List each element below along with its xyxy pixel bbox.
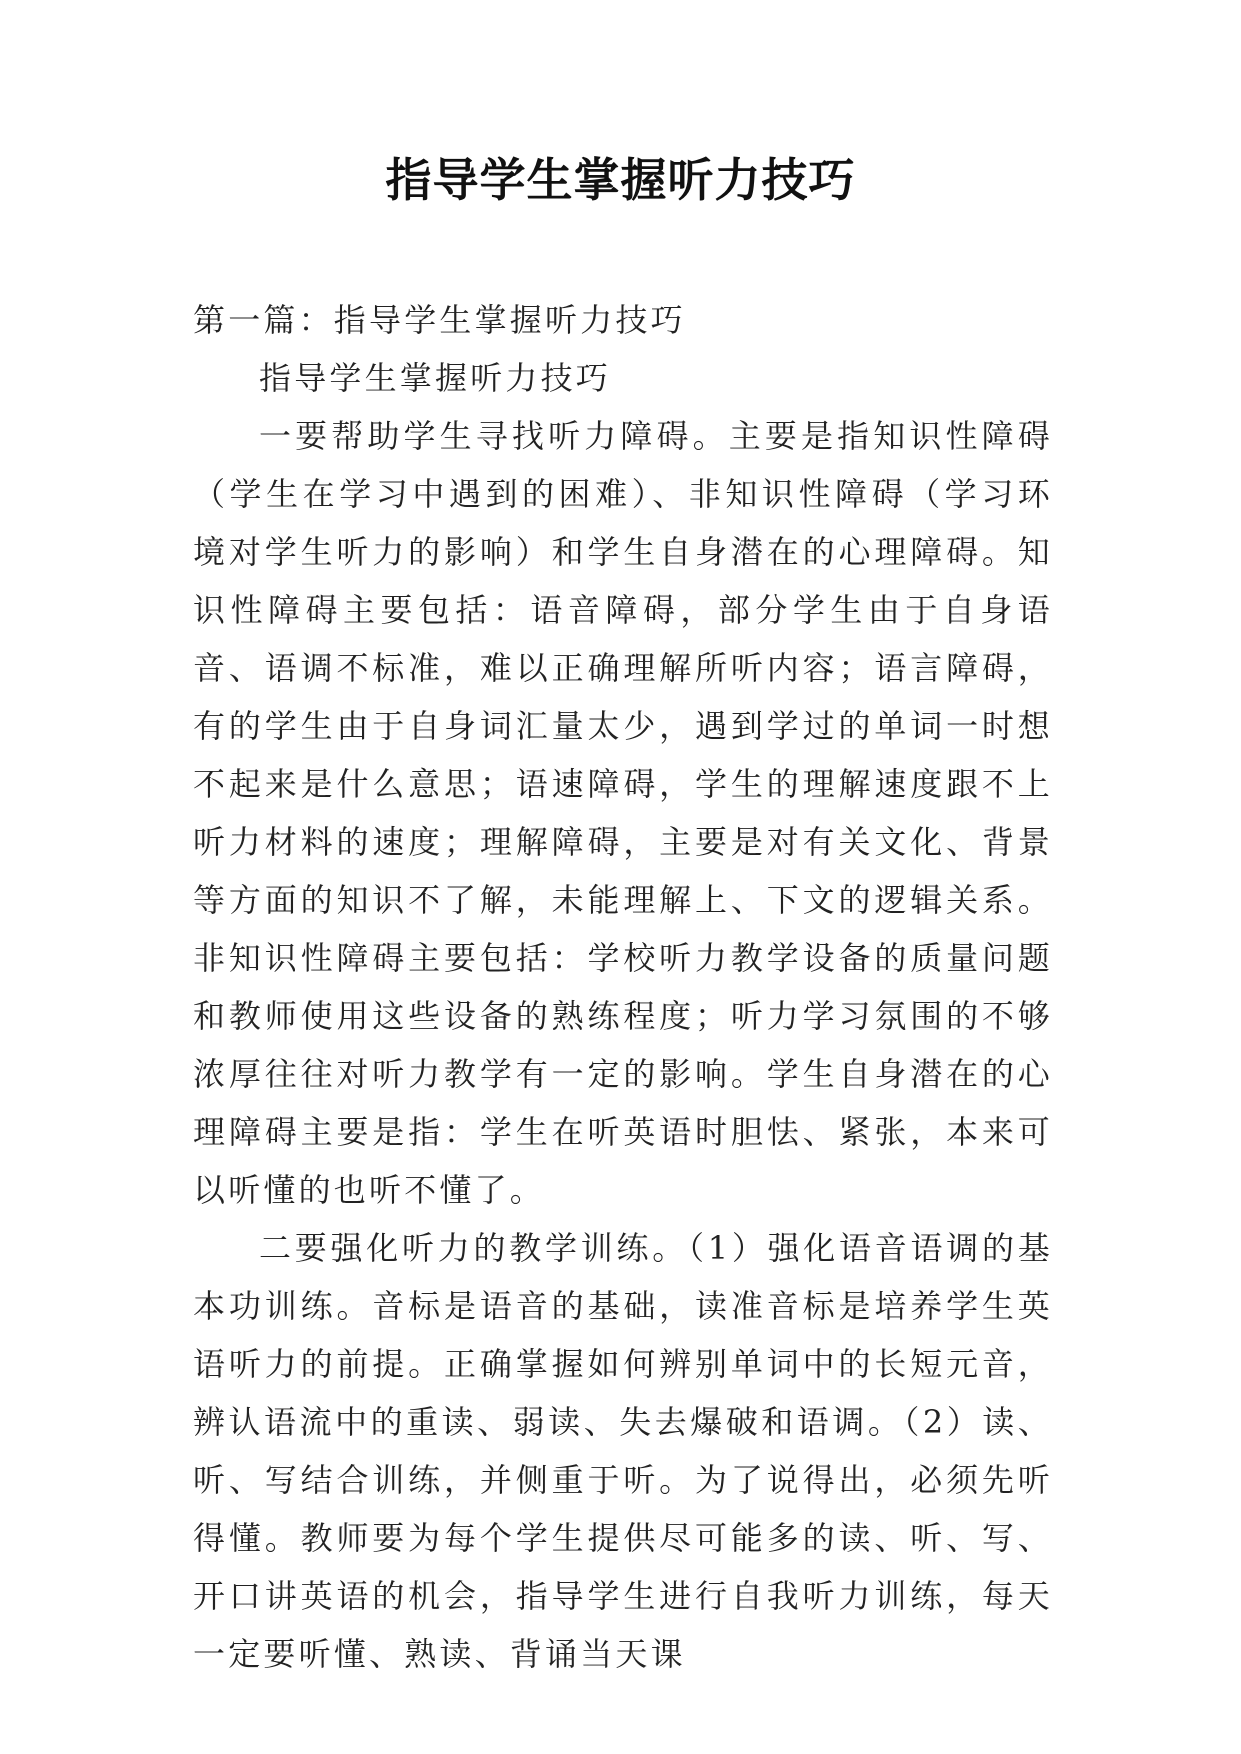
section-heading: 第一篇：指导学生掌握听力技巧 xyxy=(193,301,686,339)
sub-heading: 指导学生掌握听力技巧 xyxy=(259,359,612,397)
paragraph-2: 二要强化听力的教学训练。（1）强化语音语调的基本功训练。音标是语音的基础，读准音标是培养学生英语听力的前提。正确掌握如何辨别单词中的长短元音，辨认语流中的重读、弱读、失去爆破和语调。（2）读、听、写结合训练，并侧重于听。为了说得出，必须先听得懂。教师要为每个学生提供尽可能多的读、听、写、开口讲英语的机会，指导学生进行自我听力训练，每天一定要听懂、熟读、背诵当天课 xyxy=(193,1229,1053,1673)
document-body xyxy=(193,291,1053,1683)
document-title: 指导学生掌握听力技巧 xyxy=(385,153,856,207)
paragraph-1: 一要帮助学生寻找听力障碍。主要是指知识性障碍（学生在学习中遇到的困难）、非知识性障碍（学习环境对学生听力的影响）和学生自身潜在的心理障碍。知识性障碍主要包括：语音障碍，部分学生由于自身语音、语调不标准，难以正确理解所听内容；语言障碍，有的学生由于自身词汇量太少，遇到学过的单词一时想不起来是什么意思；语速障碍，学生的理解速度跟不上听力材料的速度；理解障碍，主要是对有关文化、背景等方面的知识不了解，未能理解上、下文的逻辑关系。非知识性障碍主要包括：学校听力教学设备的质量问题和教师使用这些设备的熟练程度；听力学习氛围的不够浓厚往往对听力教学有一定的影响。学生自身潜在的心理障碍主要是指：学生在听英语时胆怯、紧张，本来可以听懂的也听不懂了。 xyxy=(193,417,1053,1209)
